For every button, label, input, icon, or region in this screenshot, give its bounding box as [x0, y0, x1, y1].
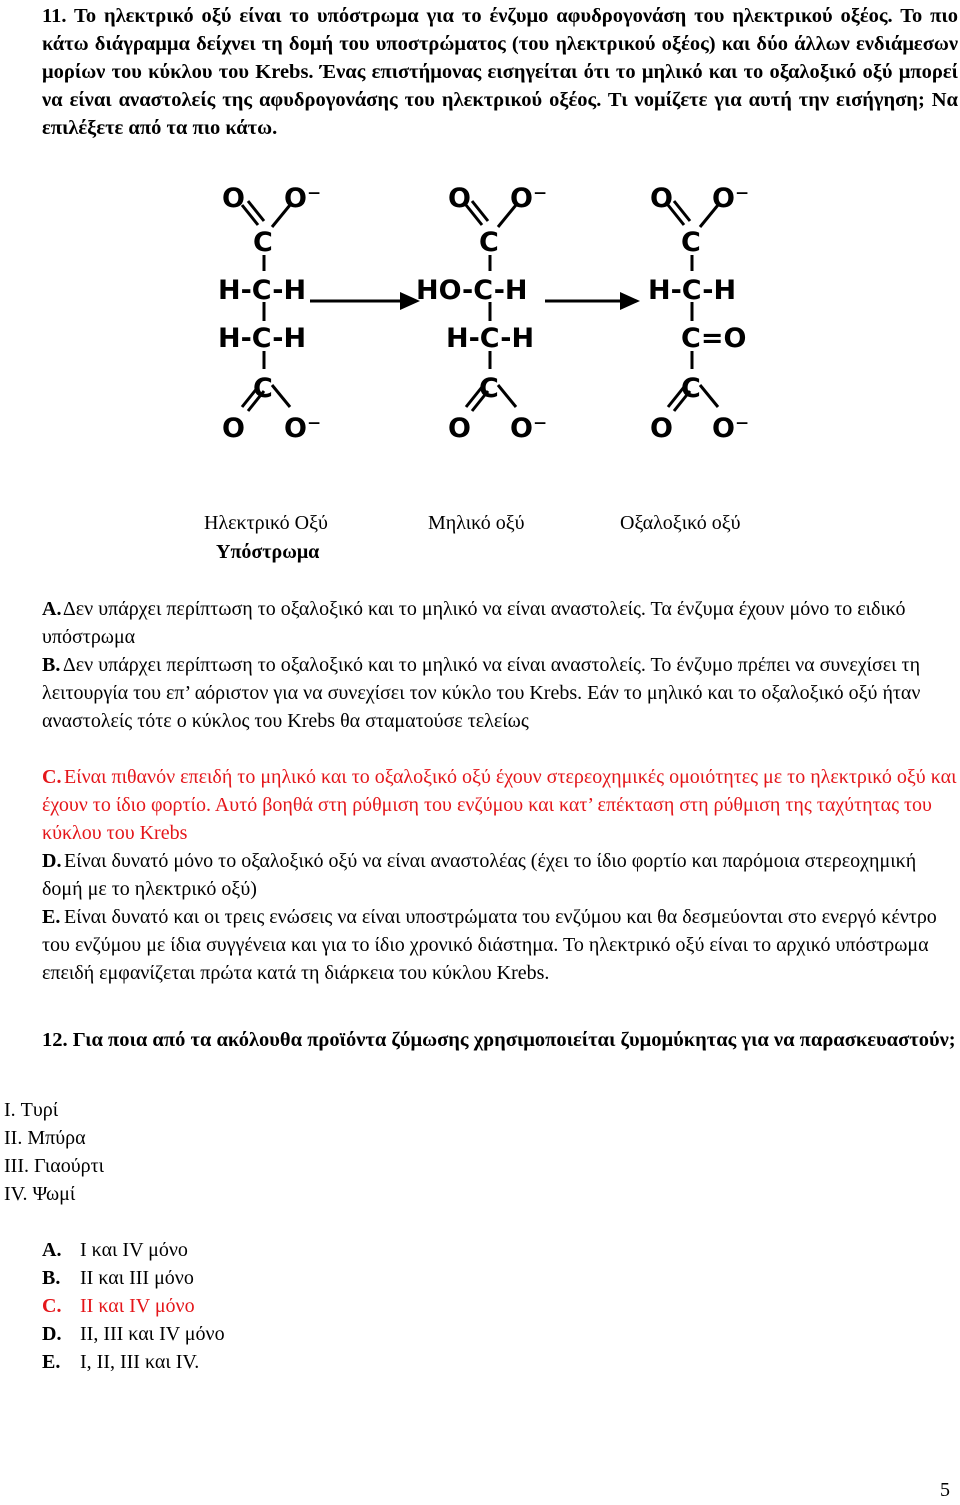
atom-c: C — [681, 373, 701, 404]
label-substrate: Υπόστρωμα — [216, 541, 320, 563]
krebs-molecules-diagram — [200, 175, 780, 450]
answer-a: A. I και IV μόνο — [42, 1239, 188, 1261]
page-number: 5 — [940, 1479, 950, 1501]
atom-o: O — [448, 413, 471, 444]
atom-o-minus: O⁻ — [712, 413, 750, 444]
list-item: I. Τυρί — [4, 1099, 59, 1121]
option-letter: E. — [42, 906, 61, 928]
atom-c: C — [253, 373, 273, 404]
option-11-d — [42, 847, 958, 903]
atom-c: C — [479, 373, 499, 404]
atom-o: O — [650, 413, 673, 444]
group-h-c-h: H-C-H — [218, 275, 307, 306]
option-letter: D. — [42, 850, 62, 872]
group-h-c-h: H-C-H — [446, 323, 535, 354]
option-text: Δεν υπάρχει περίπτωση το οξαλοξικό και το μηλικό να είναι αναστολείς. Το ένζυμο πρέπει να συνεχίσει τη λειτουργία του επ’ αόριστον για να συνεχίσει τον κύκλο του Krebs. Εάν το μηλικό και το οξαλοξικό οξύ ήταν αναστολείς τότε ο κύκλος του Krebs θα σταματούσε τελείως — [42, 654, 921, 732]
option-letter: A. — [42, 598, 62, 620]
atom-o-minus: O⁻ — [510, 413, 548, 444]
option-text: Είναι πιθανόν επειδή το μηλικό και το οξαλοξικό οξύ έχουν στερεοχημικές ομοιότητες με το ηλεκτρικό οξύ και έχουν το ίδιο φορτίο. Αυτό βοηθά στη ρύθμιση του ενζύμου και κατ’ επέκταση στη ρύθμιση της ταχύτητας του κύκλου του Krebs — [42, 766, 957, 844]
atom-o: O — [448, 183, 471, 214]
list-item: IV. Ψωμί — [4, 1183, 76, 1205]
answer-d: D. II, III και IV μόνο — [42, 1323, 225, 1345]
option-letter: B. — [42, 654, 61, 676]
atom-c: C — [253, 227, 273, 258]
label-malic-acid: Μηλικό οξύ — [428, 512, 525, 534]
product-list — [4, 1096, 104, 1208]
option-11-c-correct — [42, 763, 958, 847]
list-item: III. Γιαούρτι — [4, 1155, 104, 1177]
atom-o: O — [222, 413, 245, 444]
option-11-e — [42, 903, 958, 987]
answer-list — [42, 1236, 225, 1376]
answer-e: E. I, II, III και IV. — [42, 1351, 200, 1373]
question-12-text: 12. Για ποια από τα ακόλουθα προϊόντα ζύμωσης χρησιμοποιείται ζυμομύκητας για να παρασκευαστούν; — [42, 1029, 956, 1051]
option-text: Είναι δυνατό μόνο το οξαλοξικό οξύ να είναι αναστολέας (έχει το ίδιο φορτίο και παρόμοια στερεοχημική δομή με το ηλεκτρικό οξύ) — [42, 850, 917, 900]
option-11-a — [42, 595, 958, 651]
atom-o-minus: O⁻ — [284, 183, 322, 214]
list-item: II. Μπύρα — [4, 1127, 86, 1149]
group-h-c-h: H-C-H — [648, 275, 737, 306]
atom-o-minus: O⁻ — [284, 413, 322, 444]
atom-o-minus: O⁻ — [712, 183, 750, 214]
option-text: Είναι δυνατό και οι τρεις ενώσεις να είναι υποστρώματα του ενζύμου και θα δεσμεύονται στο ενεργό κέντρο του ενζύμου με ίδια συγγένεια και για το ίδιο χρονικό διάστημα. Το ηλεκτρικό οξύ είναι το αρχικό υπόστρωμα επειδή εμφανίζεται πρώτα κατά τη διάρκεια του κύκλου Krebs. — [42, 906, 937, 984]
question-11-text: 11. Το ηλεκτρικό οξύ είναι το υπόστρωμα για το ένζυμο αφυδρογονάση του ηλεκτρικού οξέος. Το πιο κάτω διάγραμμα δείχνει τη δομή του υποστρώματος (του ηλεκτρικού οξέος) και δύο άλλων ενδιάμεσων μορίων του κύκλου του Krebs. Ένας επιστήμονας εισηγείται ότι το μηλικό και το οξαλοξικό οξύ μπορεί να είναι αναστολείς της αφυδρογονάσης του ηλεκτρικού οξέος. Τι νομίζετε για αυτή την εισήγηση; Να επιλέξετε από τα πιο κάτω. — [42, 5, 958, 139]
answer-b: B. II και III μόνο — [42, 1267, 194, 1289]
option-text: Δεν υπάρχει περίπτωση το οξαλοξικό και το μηλικό να είναι αναστολείς. Τα ένζυμα έχουν μόνο το ειδικό υπόστρωμα — [42, 598, 906, 648]
atom-c: C — [479, 227, 499, 258]
atom-o: O — [650, 183, 673, 214]
answer-c-correct: C. II και IV μόνο — [42, 1295, 195, 1317]
group-h-c-h: H-C-H — [218, 323, 307, 354]
option-11-b — [42, 651, 958, 735]
group-c-double-o: C=O — [681, 323, 747, 354]
option-letter: C. — [42, 766, 62, 788]
group-ho-c-h: HO-C-H — [416, 275, 528, 306]
atom-o: O — [222, 183, 245, 214]
label-succinic-acid: Ηλεκτρικό Οξύ — [204, 512, 328, 534]
label-oxaloacetic-acid: Οξαλοξικό οξύ — [620, 512, 741, 534]
atom-c: C — [681, 227, 701, 258]
atom-o-minus: O⁻ — [510, 183, 548, 214]
